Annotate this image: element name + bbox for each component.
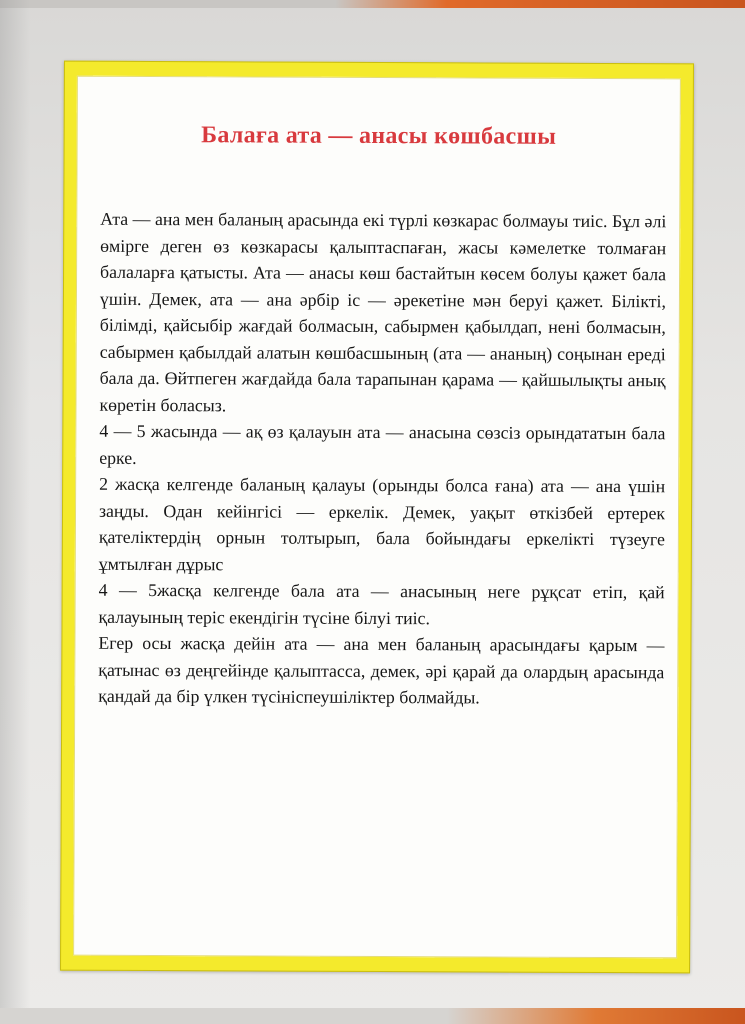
poster-body [98,206,666,712]
poster [60,61,694,974]
paragraph-2: 4 — 5 жасында — ақ өз қалауын ата — анасына сөзсіз орындататын бала ерке. [99,420,666,468]
paragraph-3: 2 жасқа келгенде баланың қалауы (орынды болса ғана) ата — ана үшін заңды. Одан кейінгісі — еркелік. Демек, уақыт өткізбей ертерек қателіктердің орнын толтырып, бала бойындағы еркелікті түзеуге ұмтылған дұрыс [98,473,666,574]
background-top-strip [0,0,745,8]
poster-panel [73,76,681,959]
paragraph-5: Егер осы жасқа дейін ата — ана мен баланың арасындағы қарым — қатынас өз деңгейінде қалыптасса, демек, әрі қарай да олардың арасында қандай да бір үлкен түсініспеушіліктер болмайды. [98,632,665,708]
poster-title: Балаға ата — анасы көшбасшы [201,122,557,150]
background-bottom-strip [0,1008,745,1024]
background-shadow [0,0,30,1024]
paragraph-4: 4 — 5жасқа келгенде бала ата — анасының неге рұқсат етіп, қай қалауының теріс екендігін түсіне білуі тиіс. [98,579,665,628]
paragraph-1: Ата — ана мен баланың арасында екі түрлі көзкарас болмауы тиіс. Бұл әлі өмірге деген өз көзкарасы қалыптаспаған, жасы кәмелетке толмаған балаларға қатысты. Ата — анасы көш бастайтын көсем болуы қажет бала үшін. Демек, ата — ана әрбір іс — әрекетіне мән беруі қажет. Білікті, білімді, қайсыбір жағдай болмасын, сабырмен қабылдап, нені болмасын, сабырмен қабылдай алатын көшбасшының (ата — ананың) соңынан ереді бала да. Өйтпеген жағдайда бала тарапынан қарама — қайшылықты анық көретін боласыз. [99,208,667,415]
